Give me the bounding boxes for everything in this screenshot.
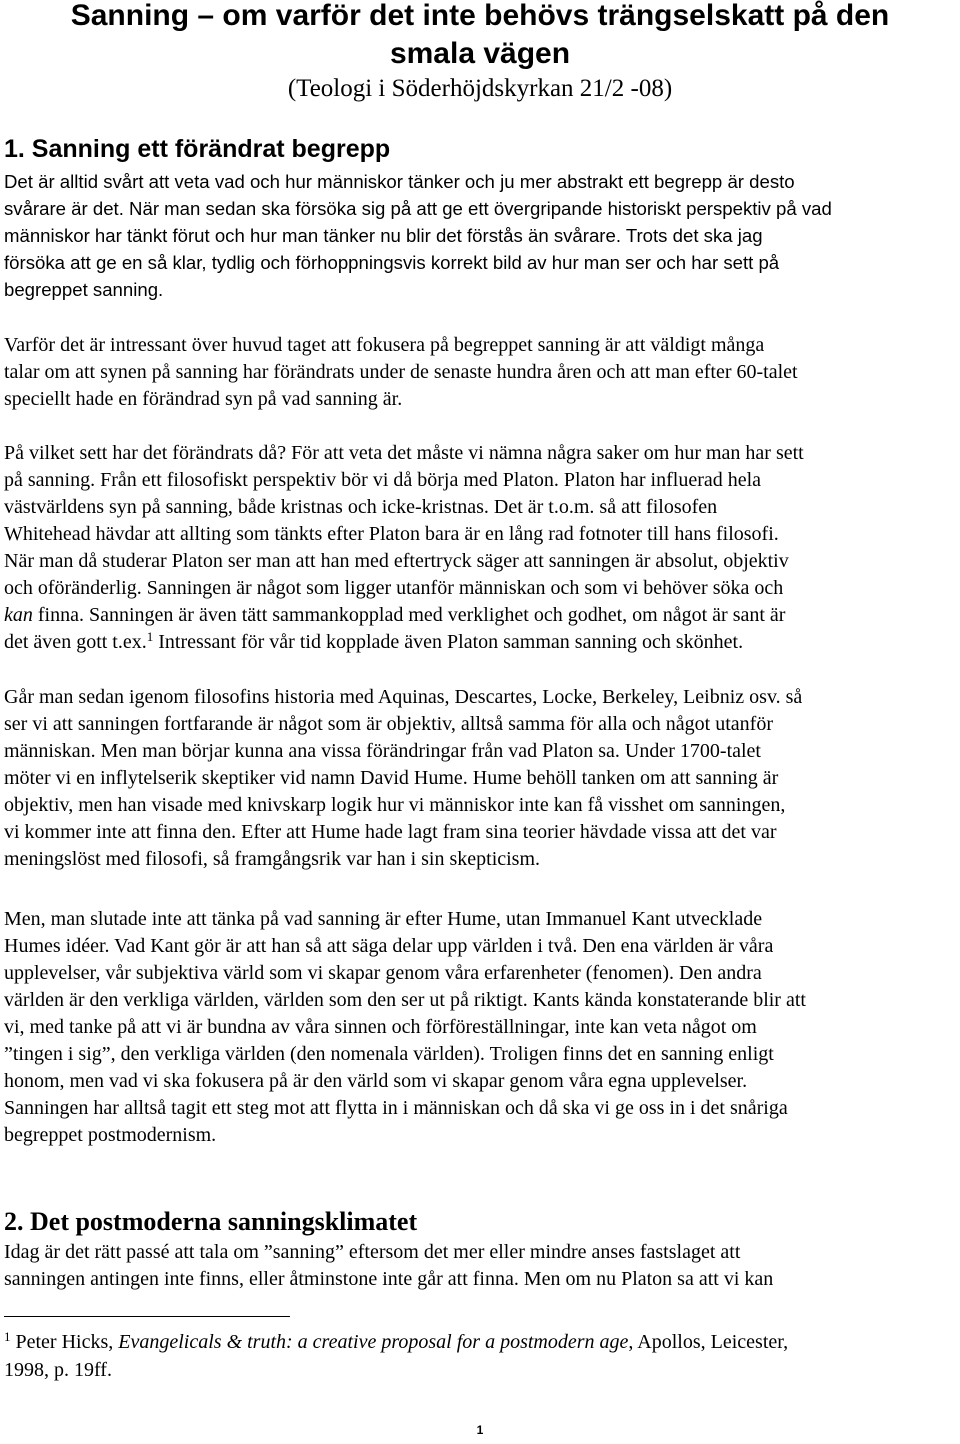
text-line: Går man sedan igenom filosofins historia med Aquinas, Descartes, Locke, Berkeley, Leibniz osv. så [4, 686, 803, 708]
text-line: människor har tänkt förut och hur man tänker nu blir det förstås än svårare. Trots det ska jag [4, 225, 763, 246]
text-line [4, 602, 958, 629]
text-line: meningslöst med filosofi, så framgångsrik var han i sin skepticism. [4, 848, 541, 870]
footnote-line: 1998, p. 19ff. [4, 1359, 112, 1381]
section-1-heading: 1. Sanning ett förändrat begrepp [4, 135, 391, 163]
footnote-reference[interactable]: 1 [146, 629, 154, 644]
text-line: vi, med tanke på att vi är bundna av våra sinnen och förföreställningar, inte kan veta något om [4, 1016, 757, 1038]
text-line: och oföränderlig. Sanningen är något som ligger utanför människan och som vi behöver söka och [4, 577, 784, 599]
text-line: på sanning. Från ett filosofiskt perspektiv bör vi då börja med Platon. Platon har influerad hela [4, 469, 762, 491]
document-title-line-1: Sanning – om varför det inte behövs trängselskatt på den [70, 0, 890, 32]
text-line: talar om att synen på sanning har förändrats under de senaste hundra åren och att man efter 60-talet [4, 361, 798, 383]
section-1-paragraph-4 [4, 684, 958, 873]
text-line: Humes idéer. Vad Kant gör är att han så att säga delar upp världen i två. Den ena världen är våra [4, 935, 774, 957]
text-line [4, 629, 958, 656]
text-line: Sanningen har alltså tagit ett steg mot att flytta in i människan och då ska vi ge oss in i det snåriga [4, 1097, 788, 1119]
text-line: svårare är det. När man sedan ska försöka sig på att ge ett övergripande historiskt perspektiv på vad [4, 198, 832, 219]
text-line: försöka att ge en så klar, tydlig och förhoppningsvis korrekt bild av hur man ser och har sett på [4, 252, 780, 273]
footnote [4, 1328, 958, 1384]
italic-word: kan [4, 604, 33, 626]
section-1-paragraph-2 [4, 332, 958, 413]
text-line: objektiv, men han visade med knivskarp logik hur vi människor inte kan få visshet om sanningen, [4, 794, 786, 816]
text-line: ”tingen i sig”, den verkliga världen (den nomenala världen). Troligen finns det en sanning enligt [4, 1043, 774, 1065]
footnote-number: 1 [4, 1329, 11, 1344]
text-line: speciellt hade en förändrad syn på vad sanning är. [4, 388, 403, 410]
footnote-book-title: Evangelicals & truth: a creative proposal for a postmodern age [118, 1331, 629, 1353]
text-segment: det även gott t.ex. [4, 631, 147, 653]
text-line: Varför det är intressant över huvud taget att fokusera på begreppet sanning är att väldigt många [4, 334, 765, 356]
page-number: 1 [476, 1423, 484, 1437]
text-line: Men, man slutade inte att tänka på vad sanning är efter Hume, utan Immanuel Kant utvecklade [4, 908, 763, 930]
document-subtitle: (Teologi i Söderhöjdskyrkan 21/2 -08) [287, 75, 673, 102]
text-segment: , Apollos, Leicester, [628, 1331, 789, 1353]
section-1-intro-paragraph [4, 168, 958, 303]
text-line: upplevelser, vår subjektiva värld som vi skapar genom våra erfarenheter (fenomen). Den andra [4, 962, 762, 984]
text-line: världen är den verkliga världen, världen som den ser ut på riktigt. Kants kända konstaterande blir att [4, 989, 806, 1011]
section-2-heading: 2. Det postmoderna sanningsklimatet [4, 1207, 418, 1236]
text-line: Whitehead hävdar att allting som tänkts efter Platon bara är en lång rad fotnoter till hans filosofi. [4, 523, 779, 545]
text-line: västvärldens syn på sanning, både kristnas och icke-kristnas. Det är t.o.m. så att filosofen [4, 496, 718, 518]
text-line: begreppet sanning. [4, 279, 164, 300]
text-line: honom, men vad vi ska fokusera på är den värld som vi skapar genom våra egna upplevelser. [4, 1070, 748, 1092]
text-line: människan. Men man börjar kunna ana vissa förändringar från vad Platon sa. Under 1700-talet [4, 740, 761, 762]
text-line: möter vi en inflytelserik skeptiker vid namn David Hume. Hume behöll tanken om att sanning är [4, 767, 779, 789]
text-line: På vilket sett har det förändrats då? För att veta det måste vi nämna några saker om hur man har sett [4, 442, 804, 464]
text-line: ser vi att sanningen fortfarande är något som är objektiv, alltså samma för alla och något utanför [4, 713, 773, 735]
text-line: vi kommer inte att finna den. Efter att Hume hade lagt fram sina teorier hävdade vissa att det var [4, 821, 777, 843]
text-line: begreppet postmodernism. [4, 1124, 217, 1146]
text-segment: Intressant för vår tid kopplade även Platon samman sanning och skönhet. [153, 631, 744, 653]
text-line: Det är alltid svårt att veta vad och hur människor tänker och ju mer abstrakt ett begrepp är desto [4, 171, 795, 192]
section-2-paragraph [4, 1239, 958, 1293]
document-title-line-2: smala vägen [389, 37, 571, 70]
text-segment: finna. Sanningen är även tätt sammankopplad med verklighet och godhet, om något är sant är [32, 604, 786, 626]
footnote-line [4, 1328, 958, 1356]
section-1-paragraph-3 [4, 440, 958, 656]
footnote-separator [4, 1316, 290, 1317]
text-line: När man då studerar Platon ser man att han med eftertryck säger att sanningen är absolut, objektiv [4, 550, 789, 572]
section-1-paragraph-5 [4, 906, 958, 1149]
text-line: sanningen antingen inte finns, eller åtminstone inte går att finna. Men om nu Platon sa att vi kan [4, 1268, 774, 1290]
text-segment: Peter Hicks, [10, 1331, 119, 1353]
text-line: Idag är det rätt passé att tala om ”sanning” eftersom det mer eller mindre anses fastslaget att [4, 1241, 741, 1263]
